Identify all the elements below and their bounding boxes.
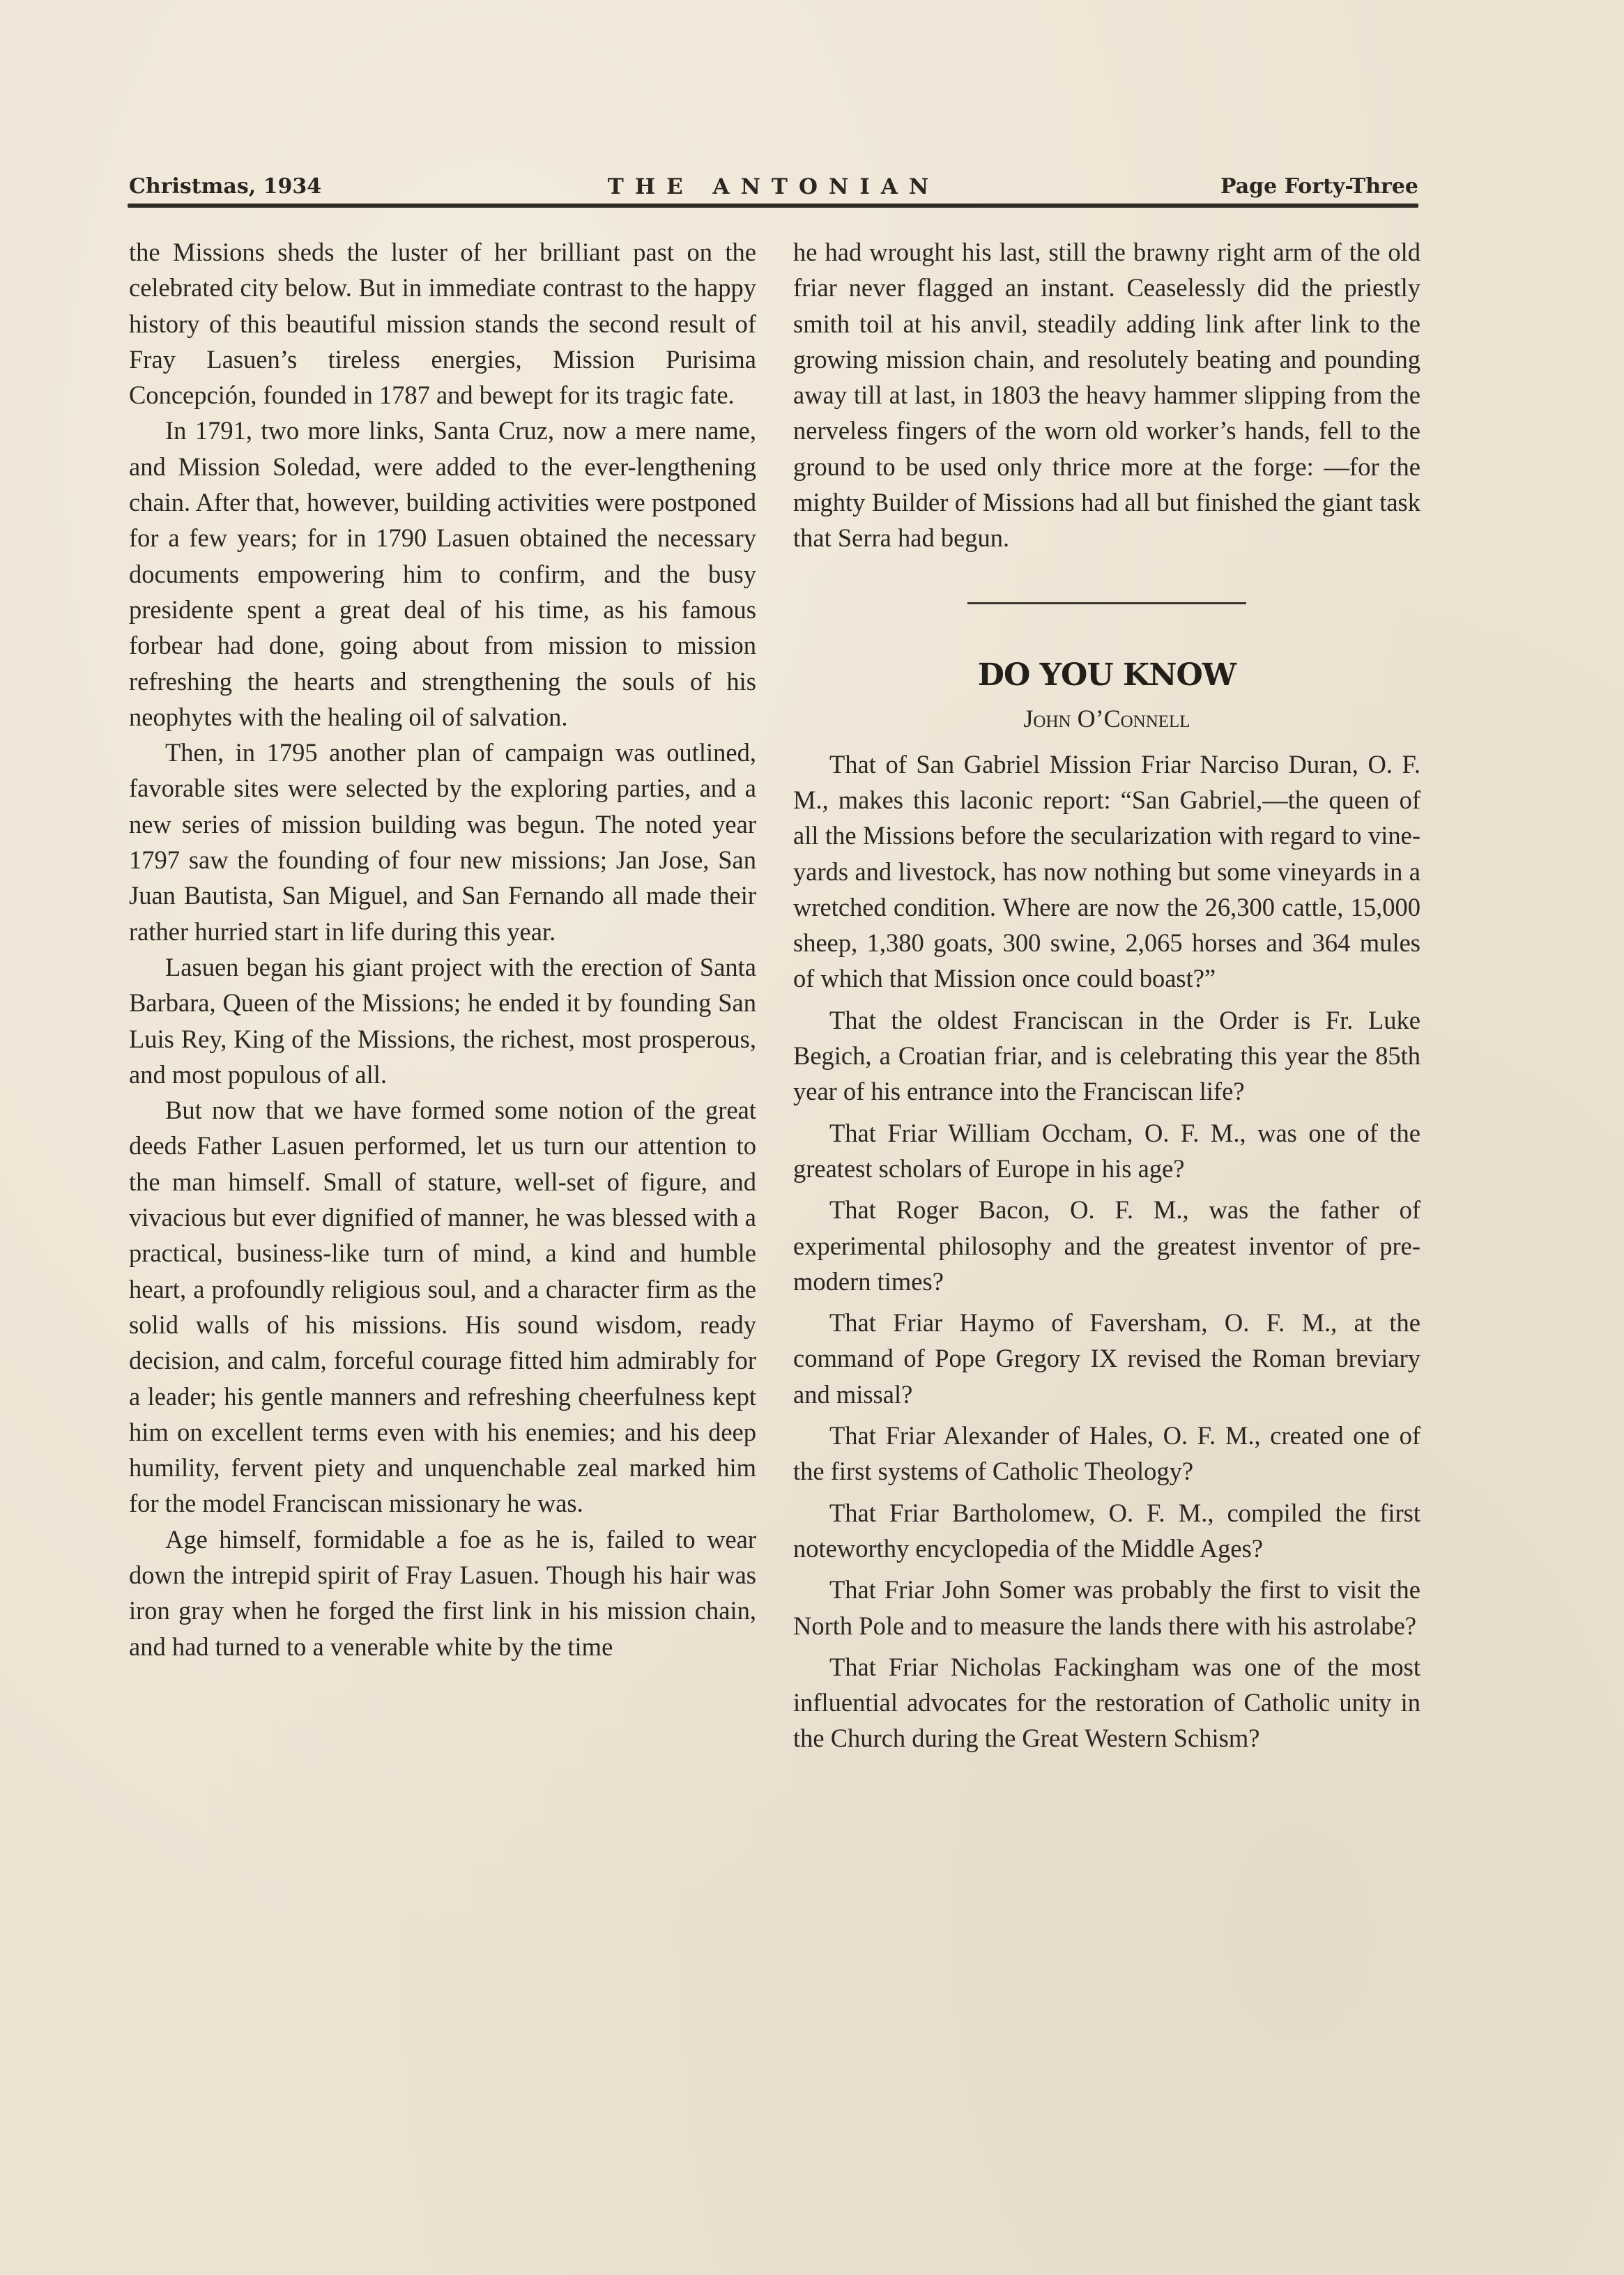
page-number: Page Forty-Three bbox=[1220, 174, 1418, 199]
running-head bbox=[129, 174, 1418, 204]
issue-date: Christmas, 1934 bbox=[129, 174, 322, 199]
paragraph: the Missions sheds the luster of her brilliant past on the celebrated city below. But in immediate contrast to the happy history of this beautiful mission stands the second result of Fray Lasuen’s tireless energies, Mission Purisima Concepción, founded in 1787 and bewept for its tragic fate. bbox=[129, 238, 756, 410]
right-column bbox=[793, 234, 1420, 1762]
section-title: DO YOU KNOW bbox=[977, 657, 1236, 693]
paragraph: Then, in 1795 another plan of campaign was outlined, favorable sites were selected by the exploring parties, and a new series of mission building was begun. The noted year 1797 saw the founding of four new missions; Jan Jose, San Juan Bautista, San Miguel, and San Fernando all made their rather hurried start in life during this year. bbox=[129, 738, 756, 946]
list-item: That Friar Alexander of Hales, O. F. M., created one of the first systems of Catholic Theology? bbox=[793, 1421, 1420, 1486]
header-rule bbox=[128, 204, 1418, 208]
section-divider bbox=[967, 602, 1246, 604]
paragraph: he had wrought his last, still the brawny right arm of the old friar never flagged an instant. Ceaselessly did the priestly smith toil at his anvil, steadily adding link after link to the growing mission chain, and resolutely beating and pounding away till at last, in 1803 the heavy hammer slipping from the nerveless fingers of the worn old worker’s hands, fell to the ground to be used only thrice more at the forge: —for the mighty Builder of Missions had all but finished the giant task that Serra had begun. bbox=[793, 238, 1420, 553]
list-item: That of San Gabriel Mission Friar Narciso Duran, O. F. M., makes this laconic report: “San Gabriel,—the queen of all the Missions before the secularization with regard to vineyards and livestock, has now nothing but some vineyards in a wretched condition. Where are now the 26,300 cattle, 15,000 sheep, 1,380 goats, 300 swine, 2,065 horses and 364 mules of which that Mission once could boast?” bbox=[793, 749, 1420, 993]
list-item: That Friar Nicholas Fackingham was one of the most influential advocates for the restoration of Catholic unity in the Church during the Great Western Schism? bbox=[793, 1652, 1420, 1753]
list-item: That Friar William Occham, O. F. M., was one of the greatest scholars of Europe in his age? bbox=[793, 1118, 1420, 1183]
paragraph: Age himself, formidable a foe as he is, failed to wear down the intrepid spirit of Fray Lasuen. Though his hair was iron gray when he forged the first link in his mission chain, and had turned to a venerable white by the time bbox=[129, 1524, 756, 1661]
publication-title: THE ANTONIAN bbox=[607, 174, 940, 199]
list-item: That Friar Bartholomew, O. F. M., compiled the first noteworthy encyclopedia of the Middle Ages? bbox=[793, 1498, 1420, 1563]
author-byline: John O’Connell bbox=[1023, 704, 1190, 733]
do-you-know-list bbox=[793, 746, 1420, 1756]
paragraph: But now that we have formed some notion of the great deeds Father Lasuen performed, let us turn our attention to the man himself. Small of stature, well-set of figure, and vivacious but ever dignified of manner, he was blessed with a practical, business-like turn of mind, a kind and humble heart, a profoundly religious soul, and a character firm as the solid walls of his missions. His sound wisdom, ready decision, and calm, forceful courage fitted him admirably for a leader; his gentle manners and refreshing cheerfulness kept him on excellent terms even with his enemies; and his deep humility, fervent piety and unquenchable zeal marked him for the model Franciscan missionary he was. bbox=[129, 1096, 756, 1518]
list-item: That Friar John Somer was probably the first to visit the North Pole and to measure the lands there with his astrolabe? bbox=[793, 1575, 1420, 1640]
paragraph: Lasuen began his giant project with the erection of Santa Barbara, Queen of the Missions; he ended it by founding San Luis Rey, King of the Missions, the richest, most prosperous, and most populous of all. bbox=[129, 952, 756, 1089]
list-item: That Roger Bacon, O. F. M., was the father of experimental philosophy and the greatest inventor of pre-modern times? bbox=[793, 1195, 1420, 1296]
left-column bbox=[129, 234, 756, 1664]
list-item: That Friar Haymo of Faversham, O. F. M., at the command of Pope Gregory IX revised the Roman breviary and missal? bbox=[793, 1308, 1420, 1409]
list-item: That the oldest Franciscan in the Order is Fr. Luke Begich, a Croatian friar, and is celebrating this year the 85th year of his entrance into the Franciscan life? bbox=[793, 1005, 1420, 1106]
paragraph: In 1791, two more links, Santa Cruz, now a mere name, and Mission Soledad, were added to the ever-lengthening chain. After that, however, building activities were postponed for a few years; for in 1790 Lasuen obtained the necessary documents empowering him to confirm, and the busy presidente spent a great deal of his time, as his famous forbear had done, going about from mission to mission refreshing the hearts and strengthening the souls of his neophytes with the healing oil of salvation. bbox=[129, 416, 756, 731]
